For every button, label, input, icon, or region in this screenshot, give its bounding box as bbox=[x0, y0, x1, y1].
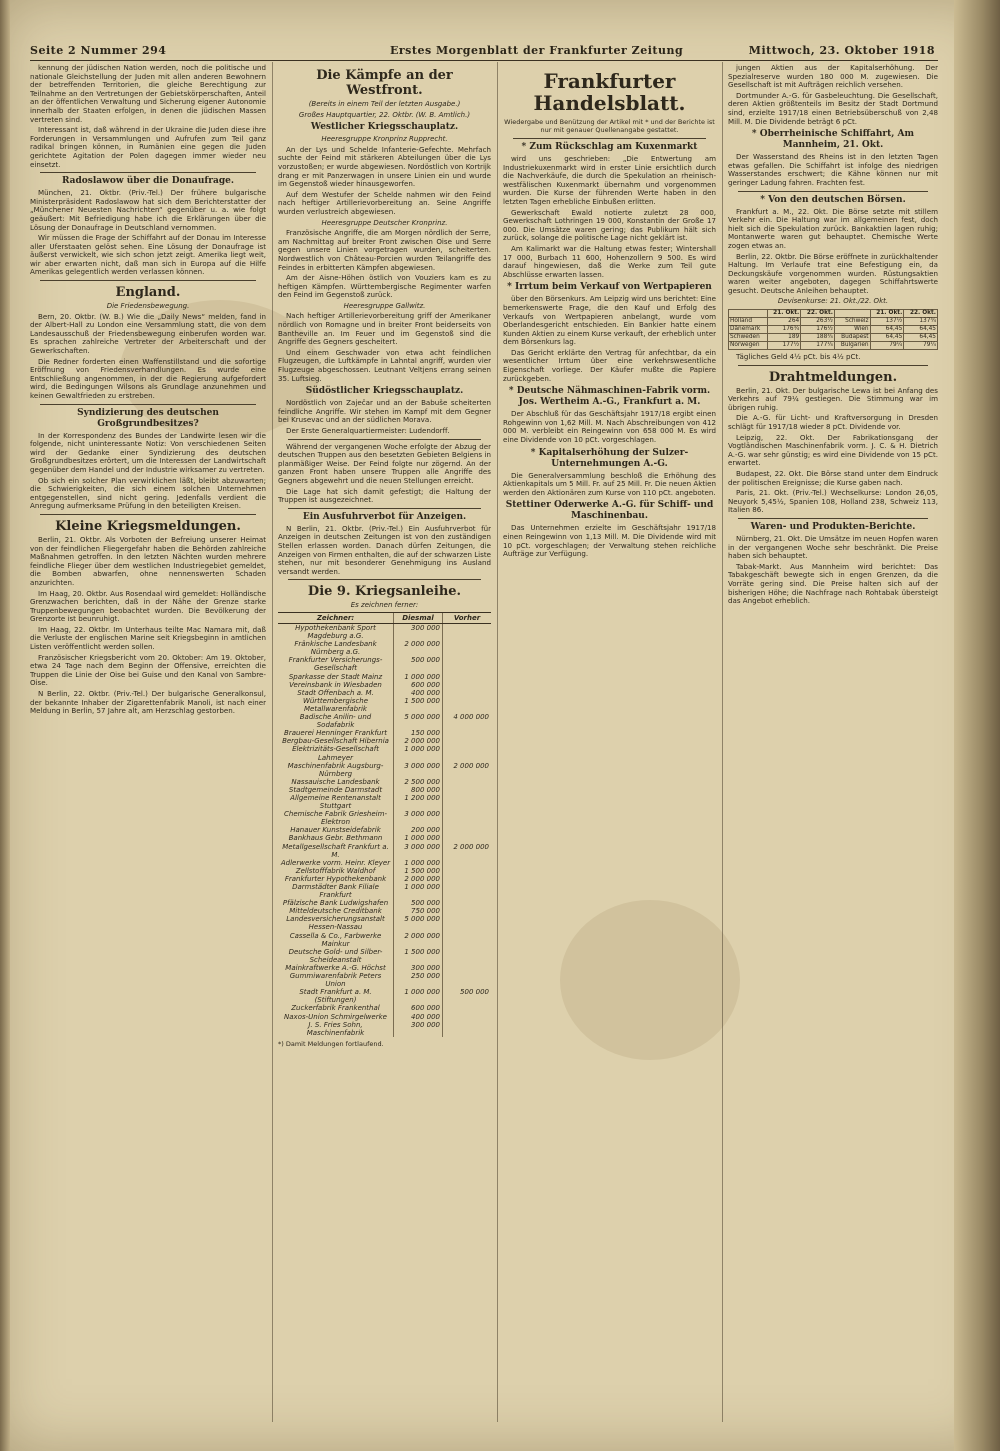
newspaper-name: Erstes Morgenblatt der Frankfurter Zeitung bbox=[390, 44, 684, 57]
table-cell: 177½ bbox=[767, 342, 801, 350]
table-cell: 64,45 bbox=[904, 334, 938, 342]
table-cell: 264 bbox=[767, 318, 801, 326]
column-header: 21. Okt. bbox=[767, 310, 801, 318]
table-cell: Fränkische Landesbank Nürnberg a.G. bbox=[294, 640, 377, 657]
article-headline: * Zum Rückschlag am Kuxenmarkt bbox=[521, 142, 698, 152]
page-binding-right bbox=[954, 0, 1000, 1451]
table-cell: Allgemeine Rentenanstalt Stuttgart bbox=[290, 793, 381, 811]
article-paragraph: Ob sich ein solcher Plan verwirklichen läßt, bleibt abzuwarten; die Schwierigkeiten, die sich einem solchen Unternehmen entgegenstellen, sind nicht gering. Jedenfalls verdient die Anregung aufmerksame Prüfung in den beteiligten Kreisen. bbox=[30, 475, 266, 511]
table-cell: Darmstädter Bank Filiale Frankfurt bbox=[292, 883, 379, 900]
article-paragraph: Gewerkschaft Ewald notierte zuletzt 28 000, Gewerkschaft Lothringen 19 000, Konstantin der Große 17 000. Die Umsätze waren gering; das Publikum hält sich zurück, solange die politische Lage nicht geklärt ist. bbox=[503, 207, 716, 243]
table-cell: 1 000 000 bbox=[394, 988, 443, 1004]
article-paragraph: Die A.-G. für Licht- und Kraftversorgung in Dresden schlägt für 1917/18 wieder 8 pCt. Dividende vor. bbox=[728, 413, 938, 432]
article-paragraph: kennung der jüdischen Nation werden, noch die politische und nationale Gleichstellung der Juden mit allen anderen Bewohnern der betreffenden Territorien, die gleiche Berechtigung zur Teilnahme an den Vertretungen der Gebietskörperschaften, Anteil an der öffentlichen Verwaltung und Sicherung eigener Autonomie innerhalb der Staaten erfolgen, in denen die jüdischen Massen vertreten sind. bbox=[30, 64, 266, 124]
table-cell: 79¼ bbox=[870, 342, 904, 350]
table-cell: Hypothekenbank Sport Magdeburg a.G. bbox=[295, 624, 376, 641]
article-paragraph: N Berlin, 22. Oktbr. (Priv.-Tel.) Der bulgarische Generalkonsul, der bekannte Inhaber der Zigarettenfabrik Manoli, ist nach einer Meldung in Berlin, 57 Jahre alt, am Herzschlag gestorben. bbox=[30, 689, 266, 716]
article-paragraph: Dortmunder A.-G. für Gasbeleuchtung. Die Gesellschaft, deren Aktien größtenteils im Besitz der Stadt Dortmund sind, erzielte 1917/18 einen Betriebsüberschuß von 2,48 Mill. M. Die Dividende beträgt 6 pCt. bbox=[728, 90, 938, 126]
table-cell bbox=[443, 786, 492, 794]
article-paragraph: Der Erste Generalquartiermeister: Ludendorff. bbox=[286, 426, 450, 435]
table-row bbox=[278, 689, 491, 697]
table-cell: Adlerwerke vorm. Heinr. Kleyer bbox=[280, 858, 391, 867]
table-row bbox=[278, 826, 491, 834]
table-cell bbox=[443, 859, 492, 867]
article-headline: Ein Ausfuhrverbot für Anzeigen. bbox=[302, 511, 467, 522]
table-cell: 64,45 bbox=[870, 326, 904, 334]
column-header: Zeichner: bbox=[278, 612, 394, 623]
divider bbox=[288, 508, 481, 509]
table-cell: 189 bbox=[767, 334, 801, 342]
table-row bbox=[278, 745, 491, 761]
table-cell: Chemische Fabrik Griesheim-Elektron bbox=[284, 810, 387, 827]
table-cell bbox=[443, 681, 492, 689]
divider bbox=[40, 404, 256, 405]
divider bbox=[738, 365, 928, 366]
header-rule bbox=[30, 60, 938, 61]
table-cell: Pfälzische Bank Ludwigshafen bbox=[282, 899, 389, 908]
table-cell: 2 000 000 bbox=[394, 875, 443, 883]
article-paragraph: Berlin, 21. Okt. Der bulgarische Lewa ist bei Anfang des Verkehrs auf 79¼ gestiegen. Die Stimmung war im übrigen ruhig. bbox=[728, 385, 938, 412]
table-cell bbox=[443, 948, 492, 964]
table-cell: 64,45 bbox=[904, 326, 938, 334]
article-paragraph: N Berlin, 21. Oktbr. (Priv.-Tel.) Ein Ausfuhrverbot für Anzeigen in deutschen Zeitungen ist von den zuständigen Stellen erlassen worden. Danach dürfen Zeitungen, die Anzeigen von Firmen enthalten, die auf der schwarzen Liste stehen, nur mit besonderer Genehmigung ins Ausland versandt werden. bbox=[278, 523, 491, 576]
table-cell bbox=[443, 778, 492, 786]
article-headline: Syndizierung des deutschen Großgrundbesitzes? bbox=[77, 407, 219, 429]
article-paragraph: wird uns geschrieben: „Die Entwertung am Industriekuxenmarkt wird in erster Linie ersichtlich durch die Nachverkäufe, die durch die Spekulation an rheinisch-westfälischen Kuxenmarkt übernahm und vorgenommen wurden. Die Kurse der führenden Werte haben in den letzten Tagen erhebliche Einbußen erlitten. bbox=[503, 154, 716, 206]
column-header: Diesmal bbox=[394, 612, 443, 623]
article-headline: Drahtmeldungen. bbox=[768, 369, 898, 385]
column-header bbox=[729, 310, 768, 318]
table-cell bbox=[443, 737, 492, 745]
table-cell: Zuckerfabrik Frankenthal bbox=[291, 1004, 380, 1013]
article-paragraph: Im Haag, 20. Oktbr. Aus Rosendaal wird gemeldet: Holländische Grenzwachen berichten, daß in der Nähe der Grenze starke Truppenbewegungen beobachtet wurden. Die Bevölkerung der Grenzorte ist beunruhigt. bbox=[30, 588, 266, 624]
table-cell: Holland bbox=[729, 318, 768, 326]
table-cell bbox=[443, 915, 492, 931]
table-cell: 2 000 000 bbox=[394, 932, 443, 948]
table-row bbox=[278, 1021, 491, 1037]
table-cell bbox=[443, 964, 492, 972]
table-cell: 5 000 000 bbox=[394, 713, 443, 729]
table-row bbox=[278, 713, 491, 729]
divider bbox=[40, 280, 256, 281]
article-subheadline: (Bereits in einem Teil der letzten Ausgabe.) bbox=[308, 100, 461, 108]
table-cell: 2 500 000 bbox=[394, 778, 443, 786]
article-headline: * Oberrheinische Schiffahrt, Am Mannheim, 21. Okt. bbox=[751, 129, 915, 151]
article-paragraph: Leipzig, 22. Okt. Der Fabrikationsgang der Vogtländischen Maschinenfabrik vorm. J. C. & H. Dietrich A.-G. war sehr günstig; es wird eine Dividende von 15 pCt. erwartet. bbox=[728, 432, 938, 468]
table-cell: Sparkasse der Stadt Mainz bbox=[288, 672, 383, 681]
table-cell: 250 000 bbox=[394, 972, 443, 988]
article-subheadline: Es zeichnen ferner: bbox=[350, 601, 419, 610]
exchange-rate-table bbox=[728, 309, 938, 350]
table-cell: 600 000 bbox=[394, 1004, 443, 1012]
subscription-table bbox=[278, 612, 491, 1037]
divider bbox=[40, 514, 256, 515]
column-divider bbox=[722, 62, 723, 1422]
table-cell: 176¾ bbox=[767, 326, 801, 334]
column-header: Vorher bbox=[443, 612, 492, 623]
divider bbox=[738, 518, 928, 519]
table-cell: Frankfurter Hypothekenbank bbox=[284, 874, 387, 883]
table-row bbox=[278, 786, 491, 794]
article-paragraph: Am Kalimarkt war die Haltung etwas fester; Wintershall 17 000, Burbach 11 600, Hohenzollern 9 500. Es wird darauf hingewiesen, daß die Werke zum Teil gute Abschlüsse erwarten lassen. bbox=[503, 243, 716, 279]
table-cell: 2 000 000 bbox=[443, 762, 492, 778]
table-cell: Budapest bbox=[834, 334, 870, 342]
table-cell: Cassella & Co., Farbwerke Mainkur bbox=[289, 931, 382, 948]
dateline: Großes Hauptquartier, 22. Oktbr. (W. B. Amtlich.) bbox=[298, 110, 471, 119]
table-cell: Metallgesellschaft Frankfurt a. M. bbox=[282, 842, 389, 859]
section-headline: Westlicher Kriegsschauplatz. bbox=[310, 122, 459, 133]
table-cell: 300 000 bbox=[394, 624, 443, 641]
table-cell: 800 000 bbox=[394, 786, 443, 794]
table-row bbox=[278, 948, 491, 964]
table-cell: Stadt Offenbach a. M. bbox=[297, 688, 374, 697]
table-row bbox=[278, 1004, 491, 1012]
table-cell: 200 000 bbox=[394, 826, 443, 834]
table-cell: 137¾ bbox=[904, 318, 938, 326]
table-cell: 1 500 000 bbox=[394, 948, 443, 964]
table-cell: Maschinenfabrik Augsburg-Nürnberg bbox=[287, 761, 384, 778]
table-cell: 176½ bbox=[801, 326, 835, 334]
article-headline: * Irrtum beim Verkauf von Wertpapieren bbox=[507, 282, 712, 293]
article-paragraph: Der Abschluß für das Geschäftsjahr 1917/18 ergibt einen Rohgewinn von 1,62 Mill. M. Nach Abschreibungen von 412 000 M. verbleibt ein Reingewinn von 658 000 M. Es wird eine Dividende von 10 pCt. vorgeschlagen. bbox=[503, 409, 716, 445]
article-paragraph: Nach heftiger Artillerievorbereitung griff der Amerikaner nördlich von Romagne und in breiter Front beiderseits von Bantheville an. Im Feuer und im Gegenstoß sind die Angriffe des Gegners gescheitert. bbox=[278, 311, 491, 347]
article-paragraph: Französischer Kriegsbericht vom 20. Oktober: Am 19. Oktober, etwa 24 Tage nach dem Beginn der Offensive, erreichten die Truppen die Linie der Oise bei Guise und den Kanal von Sambre-Oise. bbox=[30, 652, 266, 688]
table-row bbox=[278, 737, 491, 745]
table-header-row bbox=[278, 612, 491, 623]
table-cell: 500 000 bbox=[394, 656, 443, 672]
divider bbox=[40, 172, 256, 173]
table-cell: 2 000 000 bbox=[394, 640, 443, 656]
table-row bbox=[278, 883, 491, 899]
table-cell: Schweden bbox=[729, 334, 768, 342]
table-cell: 400 000 bbox=[394, 1013, 443, 1021]
table-cell bbox=[443, 656, 492, 672]
table-caption: Devisenkurse: 21. Okt./22. Okt. bbox=[777, 297, 889, 306]
column-header: 22. Okt. bbox=[904, 310, 938, 318]
table-cell bbox=[443, 1013, 492, 1021]
table-cell: Elektrizitäts-Gesellschaft Lahmeyer bbox=[292, 745, 379, 762]
table-row bbox=[278, 681, 491, 689]
table-cell: Zellstofffabrik Waldhof bbox=[295, 866, 376, 875]
table-cell: 4 000 000 bbox=[443, 713, 492, 729]
article-paragraph: Im Haag, 22. Oktbr. Im Unterhaus teilte Mac Namara mit, daß die Verluste der englischen Marine seit Kriegsbeginn in amtlichen Listen veröffentlicht werden sollen. bbox=[30, 624, 266, 652]
table-row bbox=[278, 673, 491, 681]
table-row bbox=[278, 859, 491, 867]
table-row bbox=[278, 1013, 491, 1021]
table-body bbox=[278, 624, 491, 1037]
table-row bbox=[278, 729, 491, 737]
column-divider bbox=[497, 62, 498, 1422]
column-divider bbox=[272, 62, 273, 1422]
article-subheadline: Die Friedensbewegung. bbox=[106, 302, 190, 311]
table-row bbox=[278, 697, 491, 713]
table-cell: Naxos-Union Schmirgelwerke bbox=[284, 1012, 387, 1021]
article-paragraph: Berlin, 21. Oktbr. Als Vorboten der Befreiung unserer Heimat von der feindlichen Fliegergefahr haben die Behörden zahlreiche Maßnahmen getroffen. In den letzten Nächten wurden mehrere feindliche Flieger über dem westlichen Industriegebiet gemeldet, die Bomben abwarfen, ohne nennenswerten Schaden anzurichten. bbox=[30, 534, 266, 587]
article-paragraph: Die Generalversammlung beschloß die Erhöhung des Aktienkapitals um 5 Mill. Fr. auf 25 Mill. Fr. Die neuen Aktien werden den Aktionären zum Kurse von 110 pCt. angeboten. bbox=[503, 470, 716, 497]
table-cell: 400 000 bbox=[394, 689, 443, 697]
table-cell bbox=[443, 883, 492, 899]
table-cell bbox=[443, 689, 492, 697]
divider bbox=[513, 138, 706, 139]
table-row bbox=[729, 326, 938, 334]
article-headline: Radoslawow über die Donaufrage. bbox=[61, 176, 235, 187]
table-cell: 3 000 000 bbox=[394, 810, 443, 826]
column-4 bbox=[728, 64, 938, 1424]
table-row bbox=[278, 867, 491, 875]
article-paragraph: An der Lys und Schelde Infanterie-Gefechte. Mehrfach suchte der Feind mit stärkeren Abteilungen über die Lys vorzustoßen; er wurde abgewiesen. Nordöstlich von Kortrijk drang er mit Panzerwagen in unsere Linien ein und wurde im Gegenstoß wieder hinausgeworfen. bbox=[278, 144, 491, 189]
table-cell: J. S. Fries Sohn, Maschinenfabrik bbox=[306, 1020, 365, 1037]
table-cell: Badische Anilin- und Sodafabrik bbox=[299, 713, 372, 730]
article-headline: * Von den deutschen Börsen. bbox=[760, 194, 906, 205]
table-cell: Frankfurter Versicherungs-Gesellschaft bbox=[288, 656, 383, 673]
table-cell bbox=[443, 810, 492, 826]
article-paragraph: Während der vergangenen Woche erfolgte der Abzug der deutschen Truppen aus den besetzten Gebieten Belgiens in planmäßiger Weise. Der Feind folgte nur zögernd. An der ganzen Front haben unsere Truppen alle Angriffe des Gegners abgewehrt und die neuen Stellungen erreicht. bbox=[278, 441, 491, 485]
table-row bbox=[278, 907, 491, 915]
table-cell: 1 000 000 bbox=[394, 883, 443, 899]
table-cell: 5 000 000 bbox=[394, 915, 443, 931]
article-paragraph: Interessant ist, daß während in der Ukraine die Juden diese ihre Forderungen in Versammlungen und Aufrufen zum Teil ganz radikal bringen können, in Rumänien eine gegen die Juden gerichtete Agitation der Polen dagegen immer wieder neu einsetzt. bbox=[30, 125, 266, 169]
article-paragraph: Die Redner forderten einen Waffenstillstand und die sofortige Eröffnung von Friedensverhandlungen. Es wurde eine Entschließung angenommen, in der die Regierung aufgefordert wird, die Bedingungen Wilsons als Grundlage anzunehmen und keinen Gewaltfrieden zu erstreben. bbox=[30, 356, 266, 400]
divider bbox=[288, 579, 481, 580]
table-cell: 1 000 000 bbox=[394, 673, 443, 681]
table-row bbox=[278, 988, 491, 1004]
table-row bbox=[278, 915, 491, 931]
column-1 bbox=[30, 64, 266, 1424]
table-cell: 1 200 000 bbox=[394, 794, 443, 810]
article-headline: * Deutsche Nähmaschinen-Fabrik vorm. Jos. Wertheim A.-G., Frankfurt a. M. bbox=[508, 386, 711, 408]
article-paragraph: Die Lage hat sich damit gefestigt; die Haltung der Truppen ist ausgezeichnet. bbox=[278, 486, 491, 505]
section-masthead: Frankfurter Handelsblatt. bbox=[533, 69, 686, 115]
table-cell: 3 000 000 bbox=[394, 843, 443, 859]
table-row bbox=[278, 834, 491, 842]
table-row bbox=[278, 843, 491, 859]
article-paragraph: Berlin, 22. Oktbr. Die Börse eröffnete in zurückhaltender Haltung. Im Verlaufe trat eine Befestigung ein, da Deckungskäufe vorgenommen wurden. Rüstungsaktien waren weiter angeboten, dagegen Schiffahrtswerte gesucht. Deutsche Anleihen behauptet. bbox=[728, 251, 938, 295]
table-cell: Deutsche Gold- und Silber-Scheideanstalt bbox=[288, 947, 383, 964]
table-row bbox=[729, 334, 938, 342]
table-cell: Stadt Frankfurt a. M. (Stiftungen) bbox=[299, 988, 372, 1005]
table-cell: 263½ bbox=[801, 318, 835, 326]
table-cell: 79¼ bbox=[904, 342, 938, 350]
article-paragraph: Das Gericht erklärte den Vertrag für anfechtbar, da ein wesentlicher Irrtum über eine verkehrswesentliche Eigenschaft vorliege. Der Käufer mußte die Papiere zurückgeben. bbox=[503, 347, 716, 383]
table-cell: 2 000 000 bbox=[443, 843, 492, 859]
army-group-label: Heeresgruppe Deutscher Kronprinz. bbox=[321, 218, 448, 227]
table-row bbox=[278, 899, 491, 907]
article-paragraph: Und einem Geschwader von etwa acht feindlichen Flugzeugen, die Luftkämpfe in Lahntal angriff, wurden vier Flugzeuge abgeschossen. Leutnant Veltjens errang seinen 35. Luftsieg. bbox=[278, 347, 491, 383]
article-paragraph: Am der Aisne-Höhen östlich von Vouziers kam es zu heftigen Kämpfen. Württembergische Regimenter warfen den Feind im Gegenstoß zurück. bbox=[278, 273, 491, 300]
article-paragraph: Tägliches Geld 4½ pCt. bis 4½ pCt. bbox=[736, 352, 861, 362]
table-row bbox=[278, 875, 491, 883]
table-cell: 750 000 bbox=[394, 907, 443, 915]
table-cell bbox=[443, 867, 492, 875]
table-cell: 500 000 bbox=[443, 988, 492, 1004]
table-cell: 2 000 000 bbox=[394, 737, 443, 745]
article-paragraph: Der Wasserstand des Rheins ist in den letzten Tagen etwas gefallen. Die Schiffahrt ist infolge des niedrigen Wasserstandes erschwert; die Kähne können nur mit geringer Ladung fahren. Frachten fest. bbox=[728, 152, 938, 187]
table-cell bbox=[443, 907, 492, 915]
table-cell: 1 000 000 bbox=[394, 859, 443, 867]
table-cell: Schweiz bbox=[834, 318, 870, 326]
table-cell: Württembergische Metallwarenfabrik bbox=[302, 696, 369, 713]
table-cell bbox=[443, 826, 492, 834]
table-cell: Nassauische Landesbank bbox=[291, 777, 380, 786]
table-row bbox=[278, 972, 491, 988]
table-cell bbox=[443, 899, 492, 907]
table-row bbox=[278, 624, 491, 641]
table-cell: Mitteldeutsche Creditbank bbox=[289, 907, 382, 916]
army-group-label: Heeresgruppe Kronprinz Rupprecht. bbox=[321, 135, 448, 144]
table-cell: 188¾ bbox=[801, 334, 835, 342]
table-row bbox=[278, 964, 491, 972]
section-headline: Südöstlicher Kriegsschauplatz. bbox=[305, 386, 464, 397]
army-group-label: Heeresgruppe Gallwitz. bbox=[343, 301, 426, 310]
page-number: Seite 2 Nummer 294 bbox=[30, 44, 167, 57]
table-cell: Wien bbox=[834, 326, 870, 334]
table-cell: Bankhaus Gebr. Bethmann bbox=[288, 834, 383, 843]
table-row bbox=[278, 794, 491, 810]
article-headline: Stettiner Oderwerke A.-G. für Schiff- und Maschinenbau. bbox=[505, 500, 714, 522]
article-paragraph: Nürnberg, 21. Okt. Die Umsätze im neuen Hopfen waren in der vergangenen Woche sehr beschränkt. Die Preise haben sich behauptet. bbox=[728, 533, 938, 561]
table-cell: Bulgarien bbox=[834, 342, 870, 350]
table-cell bbox=[443, 697, 492, 713]
article-headline: Die Kämpfe an der Westfront. bbox=[316, 68, 453, 98]
column-header bbox=[834, 310, 870, 318]
table-cell: Hanauer Kunstseidefabrik bbox=[290, 826, 381, 835]
table-cell bbox=[443, 1004, 492, 1012]
table-cell bbox=[443, 972, 492, 988]
table-cell: Bergbau-Gesellschaft Hibernia bbox=[282, 737, 389, 746]
table-row bbox=[278, 778, 491, 786]
article-headline: Die 9. Kriegsanleihe. bbox=[307, 584, 462, 600]
table-cell: 64,45 bbox=[870, 334, 904, 342]
table-cell: 300 000 bbox=[394, 964, 443, 972]
article-paragraph: über den Börsenkurs. Am Leipzig wird uns berichtet: Eine bemerkenswerte Frage, die den Kauf und Erfolg des Verkaufs von Wertpapieren anbelangt, wurde vom Oberlandesgericht entschieden. Ein Bankier hatte einem Kunden Aktien zu einem Kurse verkauft, der erheblich unter dem Börsenkurs lag. bbox=[503, 294, 716, 347]
article-paragraph: Bern, 20. Oktbr. (W. B.) Wie die „Daily News“ melden, fand in der Albert-Hall zu London eine Versammlung statt, die von dem Landesausschuß der Friedensbewegung einberufen worden war. Es sprachen zahlreiche Vertreter der Arbeiterschaft und der Gewerkschaften. bbox=[30, 311, 266, 356]
table-cell bbox=[443, 834, 492, 842]
table-row bbox=[278, 656, 491, 672]
article-paragraph: Auf dem Westufer der Schelde nahmen wir den Feind nach heftiger Artillerievorbereitung an. Seine Angriffe wurden verlustreich abgewiesen. bbox=[278, 189, 491, 216]
table-row bbox=[729, 318, 938, 326]
table-row bbox=[729, 342, 938, 350]
table-cell: 137½ bbox=[870, 318, 904, 326]
column-header: 21. Okt. bbox=[870, 310, 904, 318]
section-notice: Wiedergabe und Benützung der Artikel mit * und der Berichte ist nur mit genauer Quellenangabe gestattet. bbox=[504, 118, 715, 134]
table-cell bbox=[443, 794, 492, 810]
article-paragraph: jungen Aktien aus der Kapitalserhöhung. Der Spezialreserve wurden 180 000 M. zugewiesen. Die Gesellschaft ist mit Aufträgen reichlich versehen. bbox=[728, 64, 938, 90]
table-cell: Brauerei Henninger Frankfurt bbox=[284, 729, 387, 738]
table-cell bbox=[443, 1021, 492, 1037]
table-row bbox=[278, 640, 491, 656]
table-cell bbox=[443, 729, 492, 737]
article-paragraph: Französische Angriffe, die am Morgen nördlich der Serre, am Nachmittag auf breiter Front zwischen Oise und Serre gegen unsere Linien vorgetragen wurden, scheiterten. Nordwestlich von Château-Porcien wurden Teilangriffe des Feindes in erbitterten Kämpfen abgewiesen. bbox=[278, 228, 491, 272]
table-cell bbox=[443, 932, 492, 948]
table-cell: 150 000 bbox=[394, 729, 443, 737]
table-cell: 1 000 000 bbox=[394, 745, 443, 761]
table-cell: Stadtgemeinde Darmstadt bbox=[288, 785, 383, 794]
table-cell: 1 500 000 bbox=[394, 697, 443, 713]
article-headline: England. bbox=[115, 285, 181, 301]
article-paragraph: Budapest, 22. Okt. Die Börse stand unter dem Eindruck der politischen Ereignisse; die Kurse gaben nach. bbox=[728, 469, 938, 487]
column-header: 22. Okt. bbox=[801, 310, 835, 318]
table-cell bbox=[443, 624, 492, 641]
divider bbox=[738, 191, 928, 192]
article-paragraph: München, 21. Oktbr. (Priv.-Tel.) Der frühere bulgarische Ministerpräsident Radoslawow hat sich dem Berichterstatter der „Münchener Neuesten Nachrichten“ gegenüber u. a. wie folgt geäußert: Mit Befriedigung habe ich die Erklärungen über die Lösung der Donaufrage in Deutschland vernommen. bbox=[30, 188, 266, 232]
table-cell: Vereinsbank in Wiesbaden bbox=[289, 680, 382, 689]
column-2 bbox=[278, 64, 491, 1424]
article-paragraph: Das Unternehmen erzielte im Geschäftsjahr 1917/18 einen Reingewinn von 1,13 Mill. M. Die Dividende wird mit 10 pCt. vorgeschlagen; der Verwaltung stehen reichliche Aufträge zur Verfügung. bbox=[503, 523, 716, 559]
table-cell: Gummiwarenfabrik Peters Union bbox=[289, 972, 382, 989]
divider bbox=[288, 439, 481, 440]
article-paragraph: Nordöstlich von Zaječar und an der Babuše scheiterten feindliche Angriffe. Wir stehen im Kampf mit dem Gegner bei Krusevac und an der südlichen Morava. bbox=[278, 398, 491, 425]
table-cell bbox=[443, 745, 492, 761]
table-cell: 300 000 bbox=[394, 1021, 443, 1037]
table-cell: 600 000 bbox=[394, 681, 443, 689]
table-cell: 500 000 bbox=[394, 899, 443, 907]
article-paragraph: Wir müssen die Frage der Schiffahrt auf der Donau im Interesse aller Uferstaaten gelöst sehen. Eine Lösung der Donaufrage ist äußerst verwickelt, wie sich schon jetzt zeigt. Amerika liegt weit, wir aber erwarten nicht, daß man sich in Europa auf die Hilfe Amerikas gelegentlich werden verlassen können. bbox=[30, 233, 266, 277]
table-cell: Mainkraftwerke A.-G. Höchst bbox=[285, 963, 386, 972]
table-body bbox=[729, 318, 938, 350]
table-cell: 177¼ bbox=[801, 342, 835, 350]
column-3 bbox=[503, 64, 716, 1424]
table-row bbox=[278, 762, 491, 778]
table-cell: 3 000 000 bbox=[394, 762, 443, 778]
table-row bbox=[278, 810, 491, 826]
article-headline: Waren- und Produkten-Berichte. bbox=[750, 521, 916, 532]
table-cell: Landesversicherungsanstalt Hessen-Nassau bbox=[286, 915, 385, 932]
table-cell bbox=[443, 875, 492, 883]
table-cell: Norwegen bbox=[729, 342, 768, 350]
article-paragraph: Tabak-Markt. Aus Mannheim wird berichtet: Das Tabakgeschäft bewegte sich in engen Grenzen, da die Vorräte gering sind. Die Preise halten sich auf der bisherigen Höhe; die Nachfrage nach Rohtabak übersteigt das Angebot erheblich. bbox=[728, 561, 938, 606]
table-row bbox=[278, 932, 491, 948]
table-cell: Dänemark bbox=[729, 326, 768, 334]
table-footnote: *) Damit Meldungen fortlaufend. bbox=[278, 1039, 384, 1048]
article-headline: Kleine Kriegsmeldungen. bbox=[55, 518, 241, 534]
issue-date: Mittwoch, 23. Oktober 1918 bbox=[748, 44, 935, 57]
article-paragraph: Frankfurt a. M., 22. Okt. Die Börse setzte mit stillem Verkehr ein. Die Haltung war im allgemeinen fest, doch hielt sich die Spekulation zurück. Bankaktien lagen ruhig; Montanwerte waren gut behauptet. Chemische Werte zogen etwas an. bbox=[728, 206, 938, 250]
table-cell bbox=[443, 673, 492, 681]
article-paragraph: In der Korrespondenz des Bundes der Landwirte lesen wir die folgende, nicht uninteressante Notiz: Von verschiedenen Seiten wird der Gedanke einer Syndizierung des deutschen Großgrundbesitzes erörtert, um die Interessen der Landwirtschaft gegenüber dem Handel und der Industrie wirksamer zu vertreten. bbox=[30, 430, 266, 474]
page-header bbox=[30, 44, 935, 58]
page-binding-left bbox=[0, 0, 10, 1451]
table-cell bbox=[443, 640, 492, 656]
article-headline: * Kapitalserhöhung der Sulzer-Unternehmungen A.-G. bbox=[530, 447, 689, 469]
table-header-row bbox=[729, 310, 938, 318]
article-paragraph: Paris, 21. Okt. (Priv.-Tel.) Wechselkurse: London 26,05, Neuyork 5,45½, Spanien 108, Holland 238, Schweiz 113, Italien 86. bbox=[728, 488, 938, 515]
table-cell: 1 500 000 bbox=[394, 867, 443, 875]
table-cell: 1 000 000 bbox=[394, 834, 443, 842]
